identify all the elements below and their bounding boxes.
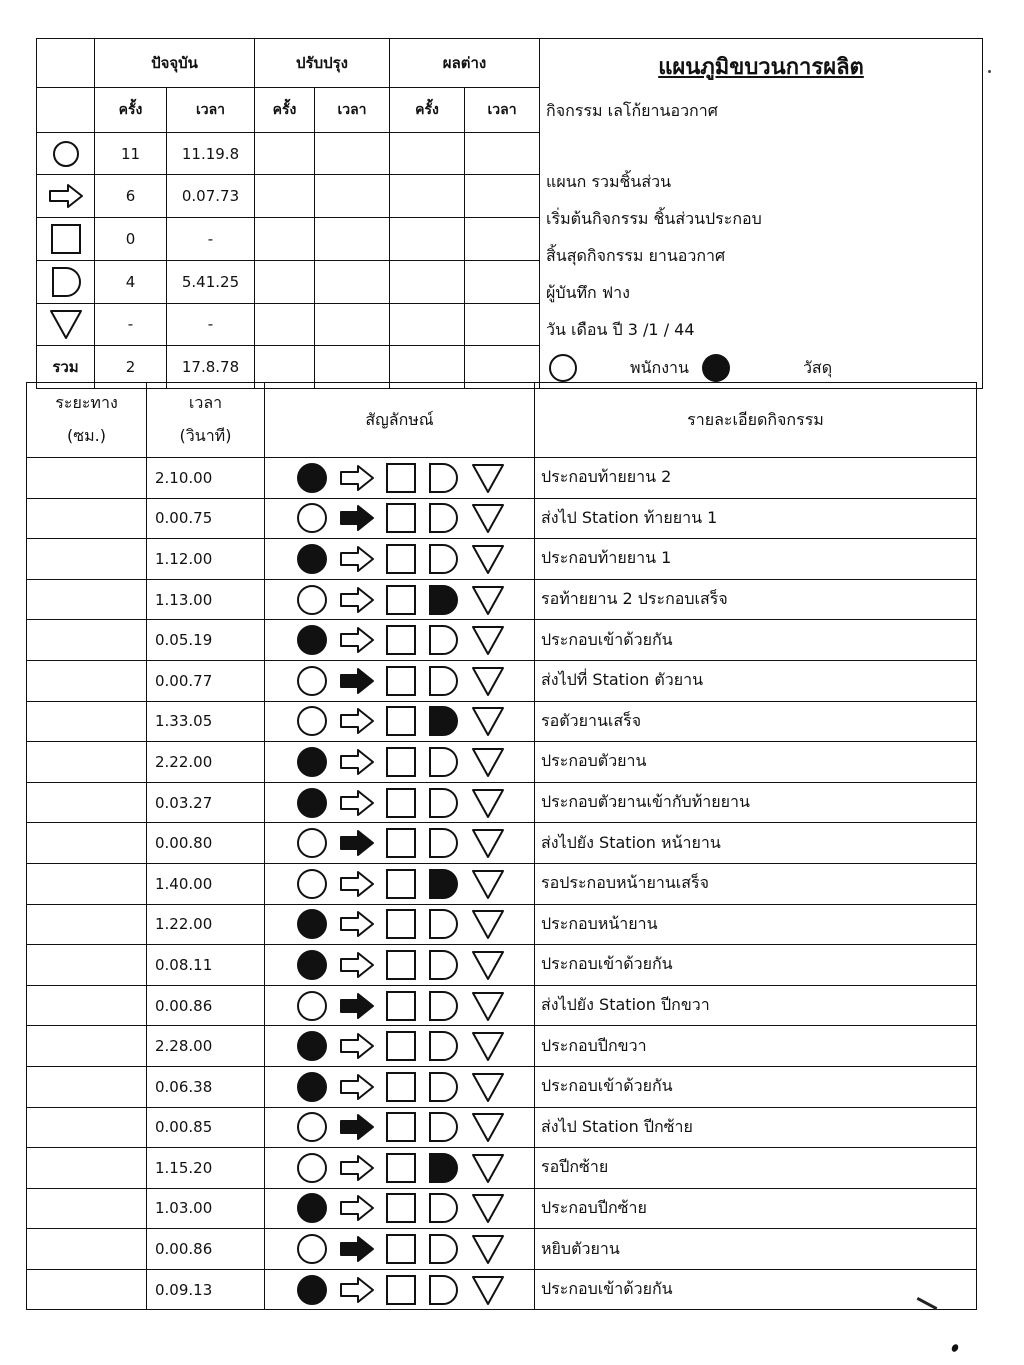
total-time: 17.8.78 — [167, 346, 255, 389]
step-symbols — [265, 701, 535, 742]
inspection-square-icon — [384, 1232, 418, 1266]
step-row — [27, 1229, 977, 1270]
storage-triangle-icon — [470, 1029, 506, 1063]
transport-arrow-icon — [338, 1110, 376, 1144]
inspection-square-icon — [384, 907, 418, 941]
step-symbols — [265, 863, 535, 904]
inspection-square-icon — [384, 989, 418, 1023]
step-time: 0.00.86 — [147, 985, 265, 1026]
department-line: แผนก รวมชิ้นส่วน — [546, 172, 672, 191]
storage-triangle-icon — [470, 745, 506, 779]
step-description: ประกอบตัวยาน — [535, 742, 977, 783]
operation-circle-icon — [37, 132, 95, 175]
inspection-square-icon — [384, 1273, 418, 1307]
sub-time-improved: เวลา — [315, 87, 390, 132]
operation-circle-icon — [294, 1070, 330, 1104]
recorder-line: ผู้บันทึก ฟาง — [546, 283, 630, 302]
end-activity-line: สิ้นสุดกิจกรรม ยานอวกาศ — [546, 246, 726, 265]
storage-triangle-icon — [470, 1070, 506, 1104]
step-distance — [27, 823, 147, 864]
inspection-square-icon — [384, 786, 418, 820]
step-time: 0.08.11 — [147, 945, 265, 986]
delay-d-icon — [426, 867, 462, 901]
step-time: 1.22.00 — [147, 904, 265, 945]
date-line: วัน เดือน ปี 3 /1 / 44 — [546, 320, 695, 339]
storage-triangle-icon — [470, 461, 506, 495]
step-symbols — [265, 945, 535, 986]
summary-corner — [37, 39, 95, 88]
step-row — [27, 985, 977, 1026]
step-time: 0.05.19 — [147, 620, 265, 661]
storage-triangle-icon — [470, 1191, 506, 1225]
transport-arrow-icon — [338, 1029, 376, 1063]
delay-d-icon — [426, 1273, 462, 1307]
step-row — [27, 863, 977, 904]
header-current: ปัจจุบัน — [95, 39, 255, 88]
step-symbols — [265, 1026, 535, 1067]
step-distance — [27, 458, 147, 499]
step-row — [27, 620, 977, 661]
symbols-header: สัญลักษณ์ — [265, 383, 535, 458]
step-time: 0.00.75 — [147, 498, 265, 539]
delay-d-icon — [426, 1191, 462, 1225]
inspection-square-icon — [384, 1029, 418, 1063]
steps-body — [27, 458, 977, 1310]
step-row — [27, 904, 977, 945]
transport-arrow-icon — [338, 867, 376, 901]
process-steps-table — [26, 382, 977, 1310]
inspection-square-icon — [384, 867, 418, 901]
transport-arrow-icon — [338, 1191, 376, 1225]
step-description: ส่งไปยัง Station หน้ายาน — [535, 823, 977, 864]
step-distance — [27, 1229, 147, 1270]
storage-triangle-icon — [470, 867, 506, 901]
header-difference: ผลต่าง — [390, 39, 540, 88]
transport-arrow-icon — [338, 1232, 376, 1266]
step-distance — [27, 660, 147, 701]
inspection-square-icon — [384, 461, 418, 495]
description-header: รายละเอียดกิจกรรม — [535, 383, 977, 458]
delay-d-icon — [426, 704, 462, 738]
step-distance — [27, 904, 147, 945]
step-distance — [27, 945, 147, 986]
summary-row: 0 - — [37, 218, 983, 261]
inspection-square-icon — [384, 1070, 418, 1104]
transport-arrow-icon — [338, 907, 376, 941]
operation-circle-icon — [294, 907, 330, 941]
operation-circle-icon — [294, 786, 330, 820]
step-description: ส่งไป Station ปีกซ้าย — [535, 1107, 977, 1148]
step-row — [27, 1066, 977, 1107]
step-description: ประกอบเข้าด้วยกัน — [535, 945, 977, 986]
inspection-square-icon — [384, 948, 418, 982]
transport-arrow-icon — [37, 175, 95, 218]
storage-triangle-icon — [470, 907, 506, 941]
step-description: ประกอบท้ายยาน 1 — [535, 539, 977, 580]
transport-arrow-icon — [338, 826, 376, 860]
chart-info-panel — [540, 39, 983, 389]
step-description: ประกอบปีกซ้าย — [535, 1188, 977, 1229]
storage-triangle-icon — [470, 704, 506, 738]
step-description: ประกอบเข้าด้วยกัน — [535, 620, 977, 661]
step-distance — [27, 985, 147, 1026]
step-time: 2.10.00 — [147, 458, 265, 499]
delay-d-icon — [426, 1151, 462, 1185]
inspection-square-icon — [384, 826, 418, 860]
step-time: 0.00.86 — [147, 1229, 265, 1270]
storage-triangle-icon — [470, 542, 506, 576]
total-count: 2 — [95, 346, 167, 389]
delay-d-icon — [426, 826, 462, 860]
inspection-square-icon — [384, 1110, 418, 1144]
storage-triangle-icon — [470, 623, 506, 657]
operation-circle-icon — [294, 1191, 330, 1225]
sub-time-current: เวลา — [167, 87, 255, 132]
step-symbols — [265, 498, 535, 539]
step-distance — [27, 782, 147, 823]
step-row — [27, 701, 977, 742]
step-description: ส่งไปที่ Station ตัวยาน — [535, 660, 977, 701]
step-distance — [27, 1107, 147, 1148]
summary-row: 11 11.19.8 — [37, 132, 983, 175]
transport-arrow-icon — [338, 1151, 376, 1185]
step-time: 0.09.13 — [147, 1269, 265, 1310]
operation-circle-icon — [294, 989, 330, 1023]
step-time: 1.12.00 — [147, 539, 265, 580]
operation-circle-icon — [294, 704, 330, 738]
step-symbols — [265, 904, 535, 945]
step-distance — [27, 701, 147, 742]
step-distance — [27, 579, 147, 620]
step-time: 1.15.20 — [147, 1148, 265, 1189]
delay-d-icon — [426, 907, 462, 941]
step-distance — [27, 1188, 147, 1229]
step-description: รอปีกซ้าย — [535, 1148, 977, 1189]
inspection-square-icon — [384, 542, 418, 576]
step-time: 1.03.00 — [147, 1188, 265, 1229]
step-symbols — [265, 985, 535, 1026]
step-row — [27, 1188, 977, 1229]
step-description: ส่งไปยัง Station ปีกขวา — [535, 985, 977, 1026]
step-description: ประกอบเข้าด้วยกัน — [535, 1066, 977, 1107]
summary-row: - - — [37, 303, 983, 346]
total-label: รวม — [37, 346, 95, 389]
delay-d-icon — [426, 1110, 462, 1144]
step-row — [27, 1148, 977, 1189]
delay-d-icon — [426, 542, 462, 576]
transport-arrow-icon — [338, 1070, 376, 1104]
step-row — [27, 579, 977, 620]
step-symbols — [265, 1229, 535, 1270]
transport-arrow-icon — [338, 623, 376, 657]
operation-circle-icon — [294, 1110, 330, 1144]
inspection-square-icon — [384, 664, 418, 698]
step-symbols — [265, 782, 535, 823]
operation-circle-icon — [294, 1232, 330, 1266]
step-description: ส่งไป Station ท้ายยาน 1 — [535, 498, 977, 539]
transport-arrow-icon — [338, 542, 376, 576]
inspection-square-icon — [37, 218, 95, 261]
step-symbols — [265, 1148, 535, 1189]
storage-triangle-icon — [470, 948, 506, 982]
sub-count-current: ครั้ง — [95, 87, 167, 132]
step-distance — [27, 1026, 147, 1067]
storage-triangle-icon — [470, 989, 506, 1023]
step-time: 0.03.27 — [147, 782, 265, 823]
step-row — [27, 1107, 977, 1148]
operation-circle-icon — [294, 826, 330, 860]
step-symbols — [265, 1107, 535, 1148]
delay-d-icon — [426, 786, 462, 820]
step-row — [27, 1026, 977, 1067]
operation-circle-icon — [294, 867, 330, 901]
step-description: รอท้ายยาน 2 ประกอบเสร็จ — [535, 579, 977, 620]
step-row — [27, 458, 977, 499]
transport-arrow-icon — [338, 1273, 376, 1307]
transport-arrow-icon — [338, 948, 376, 982]
step-row — [27, 539, 977, 580]
storage-triangle-icon — [470, 826, 506, 860]
step-row — [27, 498, 977, 539]
delay-d-icon — [426, 1029, 462, 1063]
step-time: 0.06.38 — [147, 1066, 265, 1107]
step-symbols — [265, 742, 535, 783]
step-time: 1.33.05 — [147, 701, 265, 742]
delay-d-icon — [426, 1070, 462, 1104]
step-distance — [27, 1269, 147, 1310]
scan-speck — [950, 1343, 959, 1353]
step-distance — [27, 498, 147, 539]
step-distance — [27, 863, 147, 904]
step-symbols — [265, 1188, 535, 1229]
transport-arrow-icon — [338, 704, 376, 738]
step-time: 0.00.80 — [147, 823, 265, 864]
step-time: 0.00.77 — [147, 660, 265, 701]
step-row — [27, 782, 977, 823]
delay-d-icon — [37, 260, 95, 303]
steps-header-row — [27, 383, 977, 458]
storage-triangle-icon — [470, 501, 506, 535]
step-symbols — [265, 1066, 535, 1107]
transport-arrow-icon — [338, 583, 376, 617]
operation-circle-icon — [294, 1029, 330, 1063]
sub-count-improved: ครั้ง — [255, 87, 315, 132]
step-description: ประกอบหน้ายาน — [535, 904, 977, 945]
step-row — [27, 945, 977, 986]
activity-line: กิจกรรม เลโก้ยานอวกาศ — [546, 101, 718, 120]
inspection-square-icon — [384, 745, 418, 779]
step-distance — [27, 742, 147, 783]
inspection-square-icon — [384, 1191, 418, 1225]
header-improved: ปรับปรุง — [255, 39, 390, 88]
operation-circle-icon — [294, 583, 330, 617]
step-row — [27, 823, 977, 864]
step-distance — [27, 620, 147, 661]
chart-title: แผนภูมิขบวนการผลิต — [658, 55, 864, 80]
delay-d-icon — [426, 989, 462, 1023]
time-header: เวลา (วินาที) — [147, 383, 265, 458]
inspection-square-icon — [384, 501, 418, 535]
legend-material-label: วัสดุ — [802, 357, 833, 377]
operation-circle-icon — [294, 542, 330, 576]
step-time: 1.40.00 — [147, 863, 265, 904]
step-description: ประกอบเข้าด้วยกัน — [535, 1269, 977, 1310]
storage-triangle-icon — [470, 1273, 506, 1307]
delay-d-icon — [426, 501, 462, 535]
operation-circle-icon — [294, 461, 330, 495]
step-description: หยิบตัวยาน — [535, 1229, 977, 1270]
storage-triangle-icon — [470, 786, 506, 820]
distance-header: ระยะทาง (ซม.) — [27, 383, 147, 458]
step-symbols — [265, 579, 535, 620]
step-symbols — [265, 539, 535, 580]
transport-arrow-icon — [338, 786, 376, 820]
step-row — [27, 1269, 977, 1310]
step-symbols — [265, 1269, 535, 1310]
sub-count-diff: ครั้ง — [390, 87, 465, 132]
transport-arrow-icon — [338, 745, 376, 779]
delay-d-icon — [426, 745, 462, 779]
summary-row: 6 0.07.73 — [37, 175, 983, 218]
step-time: 2.28.00 — [147, 1026, 265, 1067]
start-activity-line: เริ่มต้นกิจกรรม ชิ้นส่วนประกอบ — [546, 209, 762, 228]
step-symbols — [265, 620, 535, 661]
step-symbols — [265, 458, 535, 499]
step-symbols — [265, 660, 535, 701]
step-symbols — [265, 823, 535, 864]
summary-table — [36, 38, 983, 389]
storage-triangle-icon — [470, 1151, 506, 1185]
inspection-square-icon — [384, 583, 418, 617]
step-description: รอตัวยานเสร็จ — [535, 701, 977, 742]
operation-circle-icon — [294, 623, 330, 657]
step-time: 0.00.85 — [147, 1107, 265, 1148]
material-filled-circle-icon — [699, 353, 733, 383]
delay-d-icon — [426, 583, 462, 617]
step-time: 1.13.00 — [147, 579, 265, 620]
storage-triangle-icon — [470, 1232, 506, 1266]
summary-row: 4 5.41.25 — [37, 260, 983, 303]
step-row — [27, 742, 977, 783]
step-distance — [27, 1148, 147, 1189]
step-description: ประกอบปีกขวา — [535, 1026, 977, 1067]
sub-time-diff: เวลา — [465, 87, 540, 132]
delay-d-icon — [426, 623, 462, 657]
operation-circle-icon — [294, 501, 330, 535]
step-description: ประกอบตัวยานเข้ากับท้ายยาน — [535, 782, 977, 823]
operation-circle-icon — [294, 1273, 330, 1307]
inspection-square-icon — [384, 704, 418, 738]
transport-arrow-icon — [338, 989, 376, 1023]
delay-d-icon — [426, 461, 462, 495]
delay-d-icon — [426, 1232, 462, 1266]
legend-employee-label: พนักงาน — [630, 357, 689, 377]
delay-d-icon — [426, 664, 462, 698]
employee-circle-icon — [546, 353, 580, 383]
storage-triangle-icon — [470, 664, 506, 698]
transport-arrow-icon — [338, 461, 376, 495]
transport-arrow-icon — [338, 664, 376, 698]
transport-arrow-icon — [338, 501, 376, 535]
inspection-square-icon — [384, 1151, 418, 1185]
step-time: 2.22.00 — [147, 742, 265, 783]
step-distance — [27, 1066, 147, 1107]
step-description: รอประกอบหน้ายานเสร็จ — [535, 863, 977, 904]
scan-speck — [988, 70, 991, 73]
operation-circle-icon — [294, 1151, 330, 1185]
step-row — [27, 660, 977, 701]
inspection-square-icon — [384, 623, 418, 657]
storage-triangle-icon — [470, 1110, 506, 1144]
operation-circle-icon — [294, 745, 330, 779]
delay-d-icon — [426, 948, 462, 982]
operation-circle-icon — [294, 948, 330, 982]
operation-circle-icon — [294, 664, 330, 698]
step-description: ประกอบท้ายยาน 2 — [535, 458, 977, 499]
storage-triangle-icon — [470, 583, 506, 617]
storage-triangle-icon — [37, 303, 95, 346]
step-distance — [27, 539, 147, 580]
